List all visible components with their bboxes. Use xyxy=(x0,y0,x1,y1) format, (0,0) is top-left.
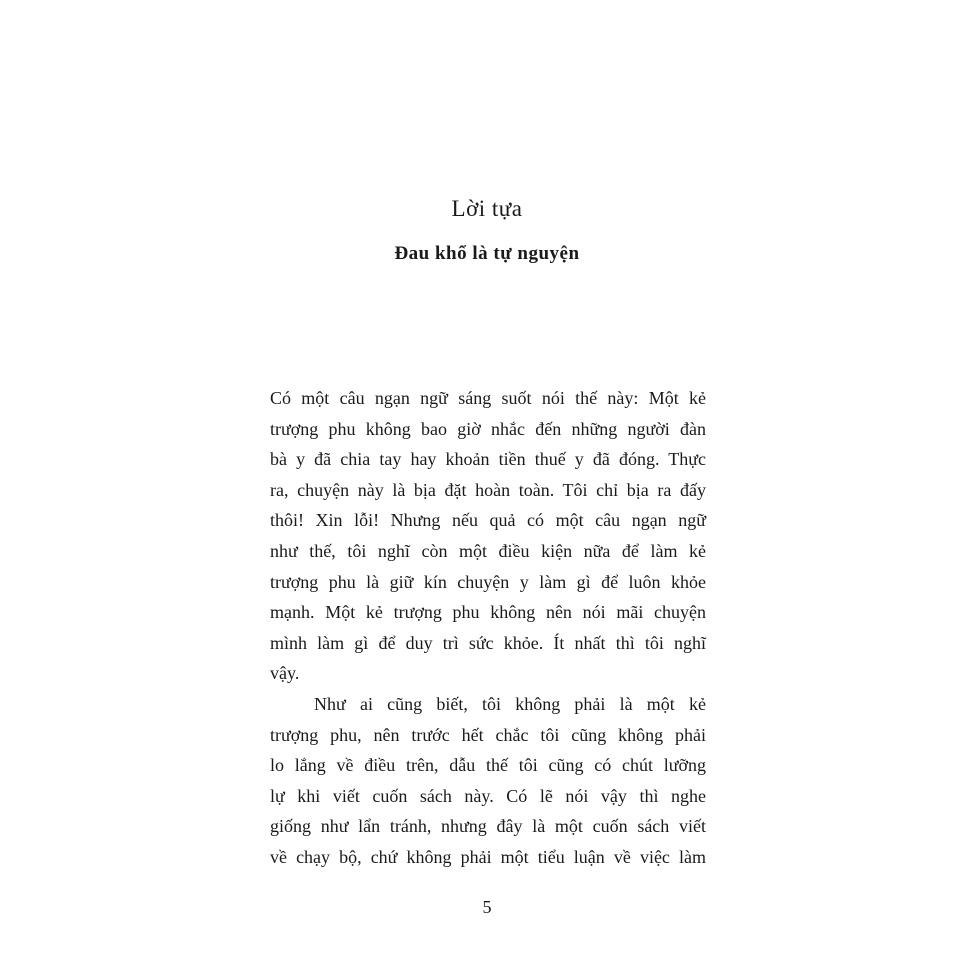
text-line: về chạy bộ, chứ không phải một tiểu luận về việc làm xyxy=(270,846,706,867)
text-line: vậy. xyxy=(270,663,300,684)
text-line: giống như lẩn tránh, nhưng đây là một cuốn sách viết xyxy=(270,816,706,837)
chapter-subtitle: Đau khổ là tự nguyện xyxy=(394,243,580,264)
chapter-title: Lời tựa xyxy=(451,196,523,221)
text-line: thôi! Xin lỗi! Nhưng nếu quả có một câu ngạn ngữ xyxy=(270,510,706,531)
text-line: mình làm gì để duy trì sức khỏe. Ít nhất thì tôi nghĩ xyxy=(270,632,706,653)
text-line: trượng phu không bao giờ nhắc đến những người đàn xyxy=(270,418,706,439)
text-line: trượng phu, nên trước hết chắc tôi cũng không phải xyxy=(270,724,706,745)
body-text xyxy=(270,383,706,873)
text-line: trượng phu là giữ kín chuyện y làm gì để luôn khỏe xyxy=(270,571,706,592)
paragraph-start-line: Như ai cũng biết, tôi không phải là một kẻ xyxy=(314,693,706,714)
text-line: lo lắng về điều trên, dẫu thế tôi cũng có chút lưỡng xyxy=(270,755,706,776)
text-line: Có một câu ngạn ngữ sáng suốt nói thế này: Một kẻ xyxy=(270,388,706,408)
text-line: bà y đã chia tay hay khoản tiền thuế y đã đóng. Thực xyxy=(270,449,706,470)
text-line: lự khi viết cuốn sách này. Có lẽ nói vậy thì nghe xyxy=(270,785,706,806)
page-number: 5 xyxy=(482,897,492,917)
text-line: như thế, tôi nghĩ còn một điều kiện nữa để làm kẻ xyxy=(270,540,706,561)
text-line: mạnh. Một kẻ trượng phu không nên nói mãi chuyện xyxy=(270,602,706,623)
text-line: ra, chuyện này là bịa đặt hoàn toàn. Tôi chỉ bịa ra đấy xyxy=(270,479,706,500)
